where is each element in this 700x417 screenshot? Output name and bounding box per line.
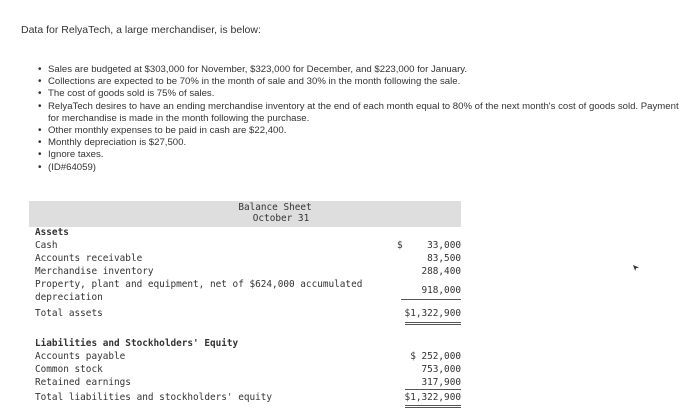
retained-earnings-label: Retained earnings — [35, 377, 131, 388]
list-item: • Other monthly expenses to be paid in cash are $22,400. — [38, 125, 287, 137]
ap-value: $ 252,000 — [410, 351, 461, 362]
inventory-value: 288,400 — [421, 266, 461, 277]
ppe-label-line2: depreciation — [35, 292, 103, 303]
balance-sheet-date: October 31 — [252, 213, 310, 224]
balance-sheet-header — [29, 201, 461, 227]
intro-text: Data for RelyaTech, a large merchandiser, is below: — [21, 24, 261, 36]
table-row — [29, 337, 461, 350]
list-item: • Monthly depreciation is $27,500. — [38, 137, 187, 149]
liabilities-heading: Liabilities and Stockholders' Equity — [35, 338, 239, 349]
table-row — [29, 252, 461, 265]
list-item: • Sales are budgeted at $303,000 for November, $323,000 for December, and $223,000 for January. — [38, 64, 468, 75]
ap-label: Accounts payable — [35, 351, 126, 362]
balance-sheet-title: Balance Sheet — [238, 202, 312, 213]
list-item: • Ignore taxes. — [38, 149, 104, 161]
inventory-label: Merchandise inventory — [35, 266, 154, 277]
total-assets-label: Total assets — [35, 308, 103, 319]
assumption-list — [38, 64, 688, 174]
table-row — [29, 390, 461, 405]
ar-value: 83,500 — [427, 253, 461, 264]
table-row — [29, 239, 461, 252]
ar-label: Accounts receivable — [35, 253, 143, 264]
list-item: • Collections are expected to be 70% in the month of sale and 30% in the month following the sale. — [38, 76, 461, 88]
cash-value: 33,000 — [427, 240, 461, 251]
mouse-cursor-icon — [632, 264, 640, 272]
table-row — [29, 278, 461, 304]
total-assets-value: $1,322,900 — [405, 306, 461, 325]
ppe-value: 918,000 — [401, 283, 461, 300]
common-stock-label: Common stock — [35, 364, 103, 375]
list-item: • (ID#64059) — [38, 161, 96, 173]
list-item: • RelyaTech desires to have an ending merchandise inventory at the end of each month equal to 80% of the next month's cost of goods sold. Payment for merchandise is made in the month following the purchase. — [38, 100, 679, 124]
table-row — [29, 363, 461, 376]
table-row — [29, 306, 461, 322]
currency-symbol: $ — [397, 240, 403, 251]
table-row — [29, 350, 461, 363]
retained-earnings-value: 317,900 — [405, 376, 461, 390]
balance-sheet — [29, 201, 461, 405]
assets-heading: Assets — [35, 227, 69, 238]
total-le-label: Total liabilities and stockholders' equity — [35, 392, 273, 403]
common-stock-value: 753,000 — [421, 364, 461, 375]
ppe-label-line1: Property, plant and equipment, net of $624,000 accumulated — [35, 279, 363, 290]
list-item: • The cost of goods sold is 75% of sales. — [38, 88, 215, 100]
cash-label: Cash — [35, 240, 58, 251]
table-row — [29, 376, 461, 389]
table-row — [29, 265, 461, 278]
total-le-value: $1,322,900 — [405, 390, 461, 408]
